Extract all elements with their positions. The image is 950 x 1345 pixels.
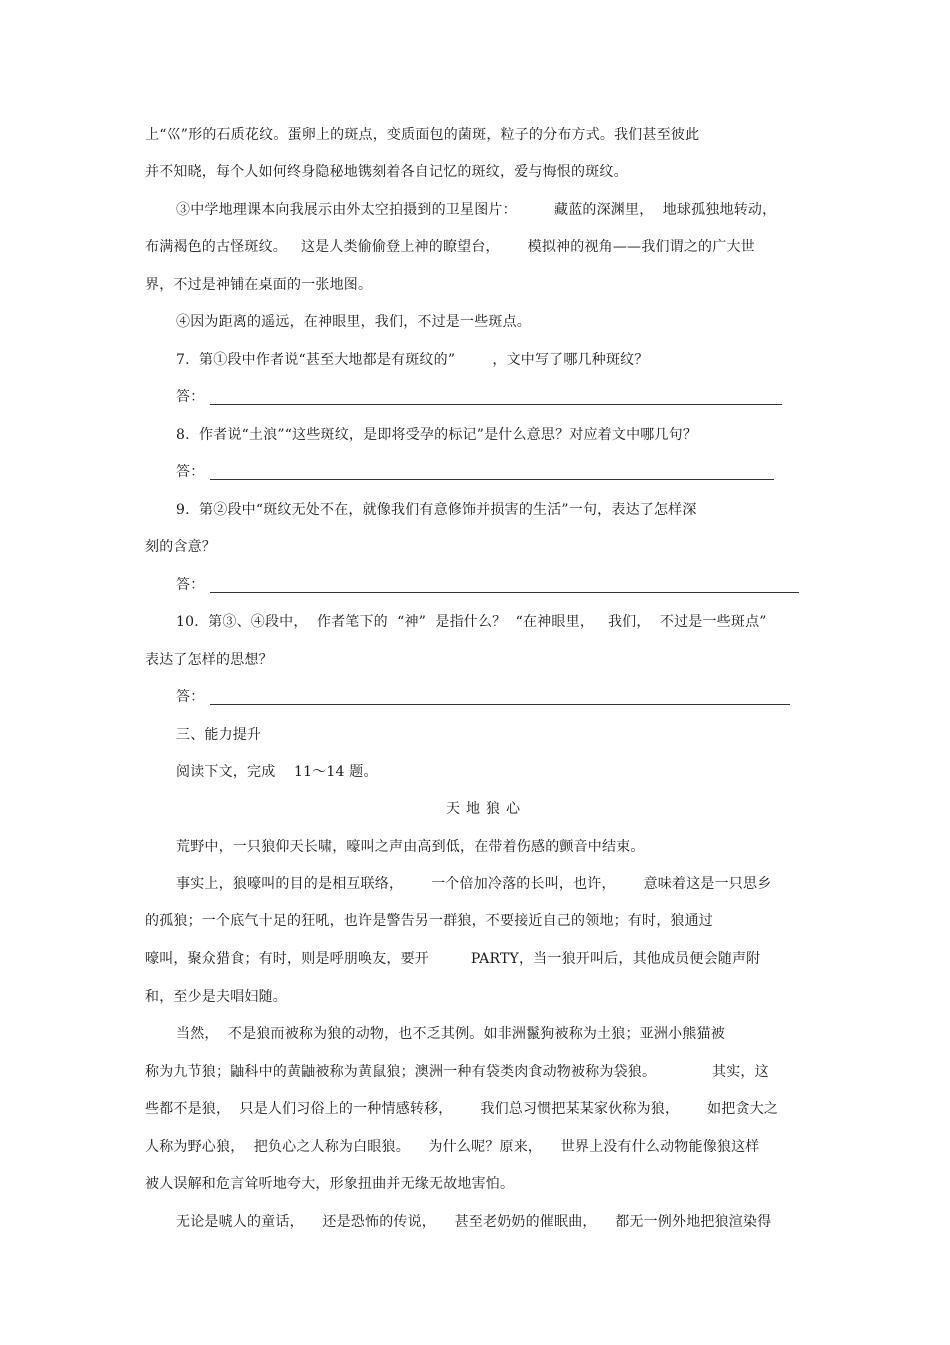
article-paragraph-3-line-4: 人称为野心狼， 把负心之人称为白眼狼。 为什么呢？原来， 世界上没有什么动物能像狼这样 [145,1139,760,1155]
question-9-line-2: 刻的含意？ [145,539,216,555]
question-7: 7. 第①段中作者说“甚至大地都是有斑纹的” ，文中写了哪几种斑纹？ [176,352,649,368]
article-title: 天地狼心 [446,801,526,817]
article-paragraph-2-line-2: 的孤狼；一个底气十足的狂吼，也许是警告另一群狼，不要接近自己的领地；有时，狼通过 [145,913,713,929]
article-paragraph-3-line-3: 些都不是狼， 只是人们习俗上的一种情感转移， 我们总习惯把某某家伙称为狼， 如把贪大之 [145,1101,779,1117]
article-paragraph-3-line-5: 被人误解和危言耸听地夸大，形象扭曲并无缘无故地害怕。 [145,1176,515,1192]
answer-line-8[interactable] [210,479,774,480]
paragraph-3-line-3: 界，不过是神铺在桌面的一张地图。 [145,277,373,293]
paragraph-3-line-1: ③中学地理课本向我展示由外太空拍摄到的卫星图片： 藏蓝的深渊里， 地球孤独地转动， [176,202,777,218]
question-10-line-1: 10. 第③、④段中， 作者笔下的 “神” 是指什么？ “在神眼里， 我们， 不过是一些斑点” [176,614,767,630]
paragraph-2-line-1: 上“巛”形的石质花纹。蛋卵上的斑点，变质面包的菌斑，粒子的分布方式。我们甚至彼此 [145,127,700,143]
article-paragraph-2-line-4: 和，至少是夫唱妇随。 [145,989,287,1005]
question-10-line-2: 表达了怎样的思想？ [145,652,273,668]
article-paragraph-2-line-1: 事实上，狼嚎叫的目的是相互联络， 一个倍加冷落的长叫，也许， 意味着这是一只思乡 [176,876,772,892]
answer-label-9: 答： [176,577,205,593]
paragraph-4-line-1: ④因为距离的遥远，在神眼里，我们，不过是一些斑点。 [176,314,531,330]
article-paragraph-3-line-1: 当然， 不是狼而被称为狼的动物，也不乏其例。如非洲鬣狗被称为土狼；亚洲小熊猫被 [176,1026,725,1042]
answer-line-7[interactable] [210,404,782,405]
section-heading: 三、能力提升 [176,727,262,743]
article-paragraph-4-line-1: 无论是唬人的童话， 还是恐怖的传说， 甚至老奶奶的催眠曲， 都无一例外地把狼渲染得 [176,1214,772,1230]
article-paragraph-3-line-2: 称为九节狼；鼬科中的黄鼬被称为黄鼠狼；澳洲一种有袋类肉食动物被称为袋狼。 其实，这 [145,1064,769,1080]
answer-line-9[interactable] [210,592,799,593]
question-9-line-1: 9. 第②段中“斑纹无处不在，就像我们有意修饰并损害的生活”一句，表达了怎样深 [176,502,697,518]
article-paragraph-1: 荒野中，一只狼仰天长啸，嚎叫之声由高到低，在带着伤感的颤音中结束。 [176,839,645,855]
answer-label-8: 答： [176,464,205,480]
answer-label-7: 答： [176,389,205,405]
article-paragraph-2-line-3: 嚎叫，聚众猎食；有时，则是呼朋唤友，要开 PARTY，当一狼开叫后，其他成员便会随声附 [145,951,761,967]
paragraph-2-line-2: 并不知晓，每个人如何终身隐秘地镌刻着各自记忆的斑纹，爱与悔恨的斑纹。 [145,164,628,180]
paragraph-3-line-2: 布满褐色的古怪斑纹。 这是人类偷偷登上神的瞭望台， 模拟神的视角——我们谓之的广大世 [145,239,755,255]
answer-line-10[interactable] [210,704,790,705]
question-8: 8. 作者说“土浪”“这些斑纹，是即将受孕的标记”是什么意思？对应着文中哪几句？ [176,427,698,443]
section-instruction: 阅读下文，完成 11～14 题。 [176,764,378,780]
answer-label-10: 答： [176,689,205,705]
